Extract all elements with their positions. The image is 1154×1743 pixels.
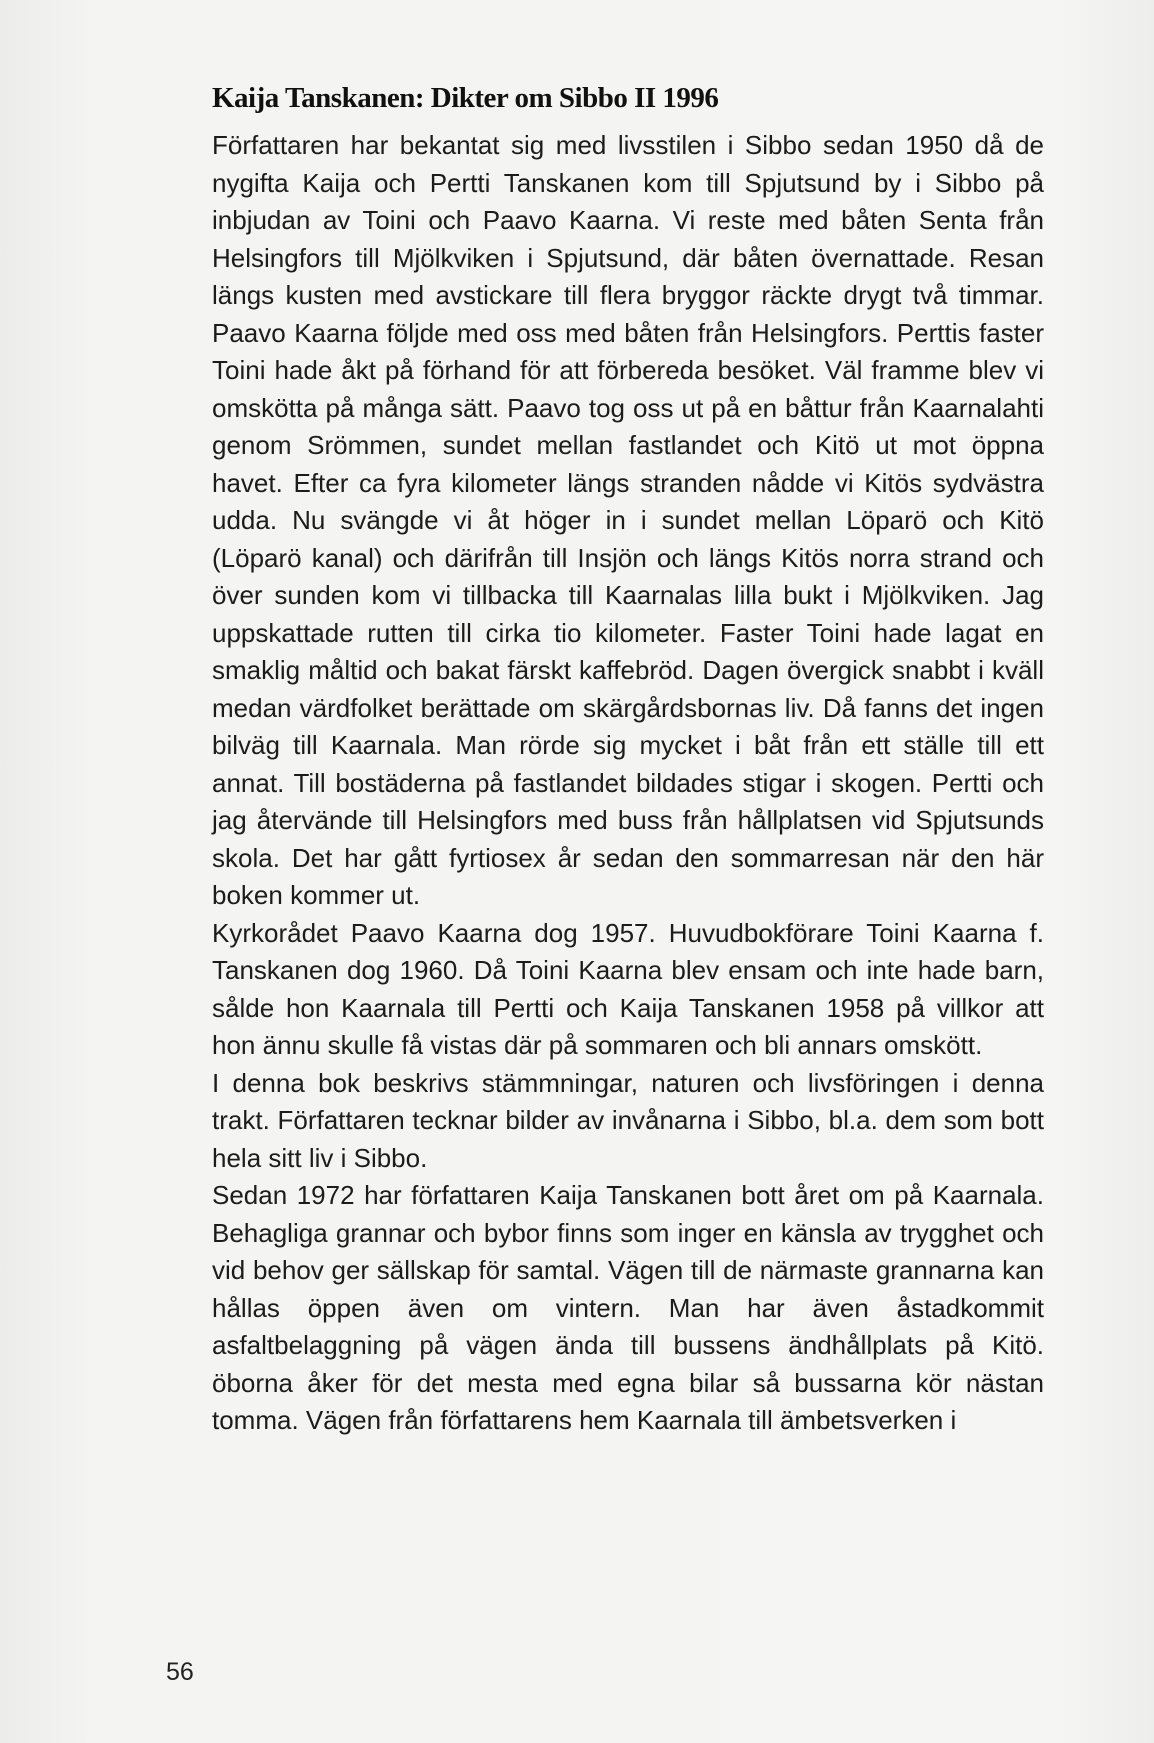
paragraph-4: Sedan 1972 har författaren Kaija Tanskanen bott året om på Kaarnala. Behagliga grannar och bybor finns som inger en känsla av trygghet och vid behov ger sällskap för samtal. Vägen till de närmaste grannarna kan hållas öppen även om vintern. Man har även åstadkommit asfaltbelaggning på vägen ända till bussens ändhållplats på Kitö. öborna åker för det mesta med egna bilar så bussarna kör nästan tomma. Vägen från författarens hem Kaarnala till ämbetsverken i xyxy=(212,1180,1044,1435)
paragraph-3: I denna bok beskrivs stämmningar, naturen och livsföringen i denna trakt. Författaren tecknar bilder av invånarna i Sibbo, bl.a. dem som bott hela sitt liv i Sibbo. xyxy=(212,1067,1044,1173)
paragraph-1: Författaren har bekantat sig med livsstilen i Sibbo sedan 1950 då de nygifta Kaija och Pertti Tanskanen kom till Spjutsund by i Sibbo på inbjudan av Toini och Paavo Kaarna. Vi reste med båten Senta från Helsingfors till Mjölkviken i Spjutsund, där båten övernattade. Resan längs kusten med avstickare till flera bryggor räckte drygt två timmar. Paavo Kaarna följde med oss med båten från Helsingfors. Perttis faster Toini hade åkt på förhand för att förbereda besöket. Väl framme blev vi omskötta på många sätt. Paavo tog oss ut på en båttur från Kaarnalahti genom Srömmen, sundet mellan fastlandet och Kitö ut mot öppna havet. Efter ca fyra kilometer längs stranden nådde vi Kitös sydvästra udda. Nu svängde vi åt höger in i sundet mellan Löparö och Kitö (Löparö kanal) och därifrån till Insjön och längs Kitös norra strand och över sunden kom vi tillbacka till Kaarnalas lilla bukt i Mjölkviken. Jag uppskattade rutten till cirka tio kilometer. Faster Toini hade lagat en smaklig måltid och bakat färskt kaffebröd. Dagen övergick snabbt i kväll medan värdfolket berättade om skärgårdsbornas liv. Då fanns det ingen bilväg till Kaarnala. Man rörde sig mycket i båt från ett ställe till ett annat. Till bostäderna på fastlandet bildades stigar i skogen. Pertti och jag återvände till Helsingfors med buss från hållplatsen vid Spjutsunds skola. Det har gått fyrtiosex år sedan den sommarresan när den här boken kommer ut. xyxy=(212,130,1044,910)
body-text xyxy=(212,127,1044,1440)
paragraph-2: Kyrkorådet Paavo Kaarna dog 1957. Huvudbokförare Toini Kaarna f. Tanskanen dog 1960. Då Toini Kaarna blev ensam och inte hade barn, sålde hon Kaarnala till Pertti och Kaija Tanskanen 1958 på villkor att hon ännu skulle få vistas där på sommaren och bli annars omskött. xyxy=(212,917,1044,1060)
page-title: Kaija Tanskanen: Dikter om Sibbo II 1996 xyxy=(212,82,719,114)
page-number: 56 xyxy=(166,1658,194,1686)
